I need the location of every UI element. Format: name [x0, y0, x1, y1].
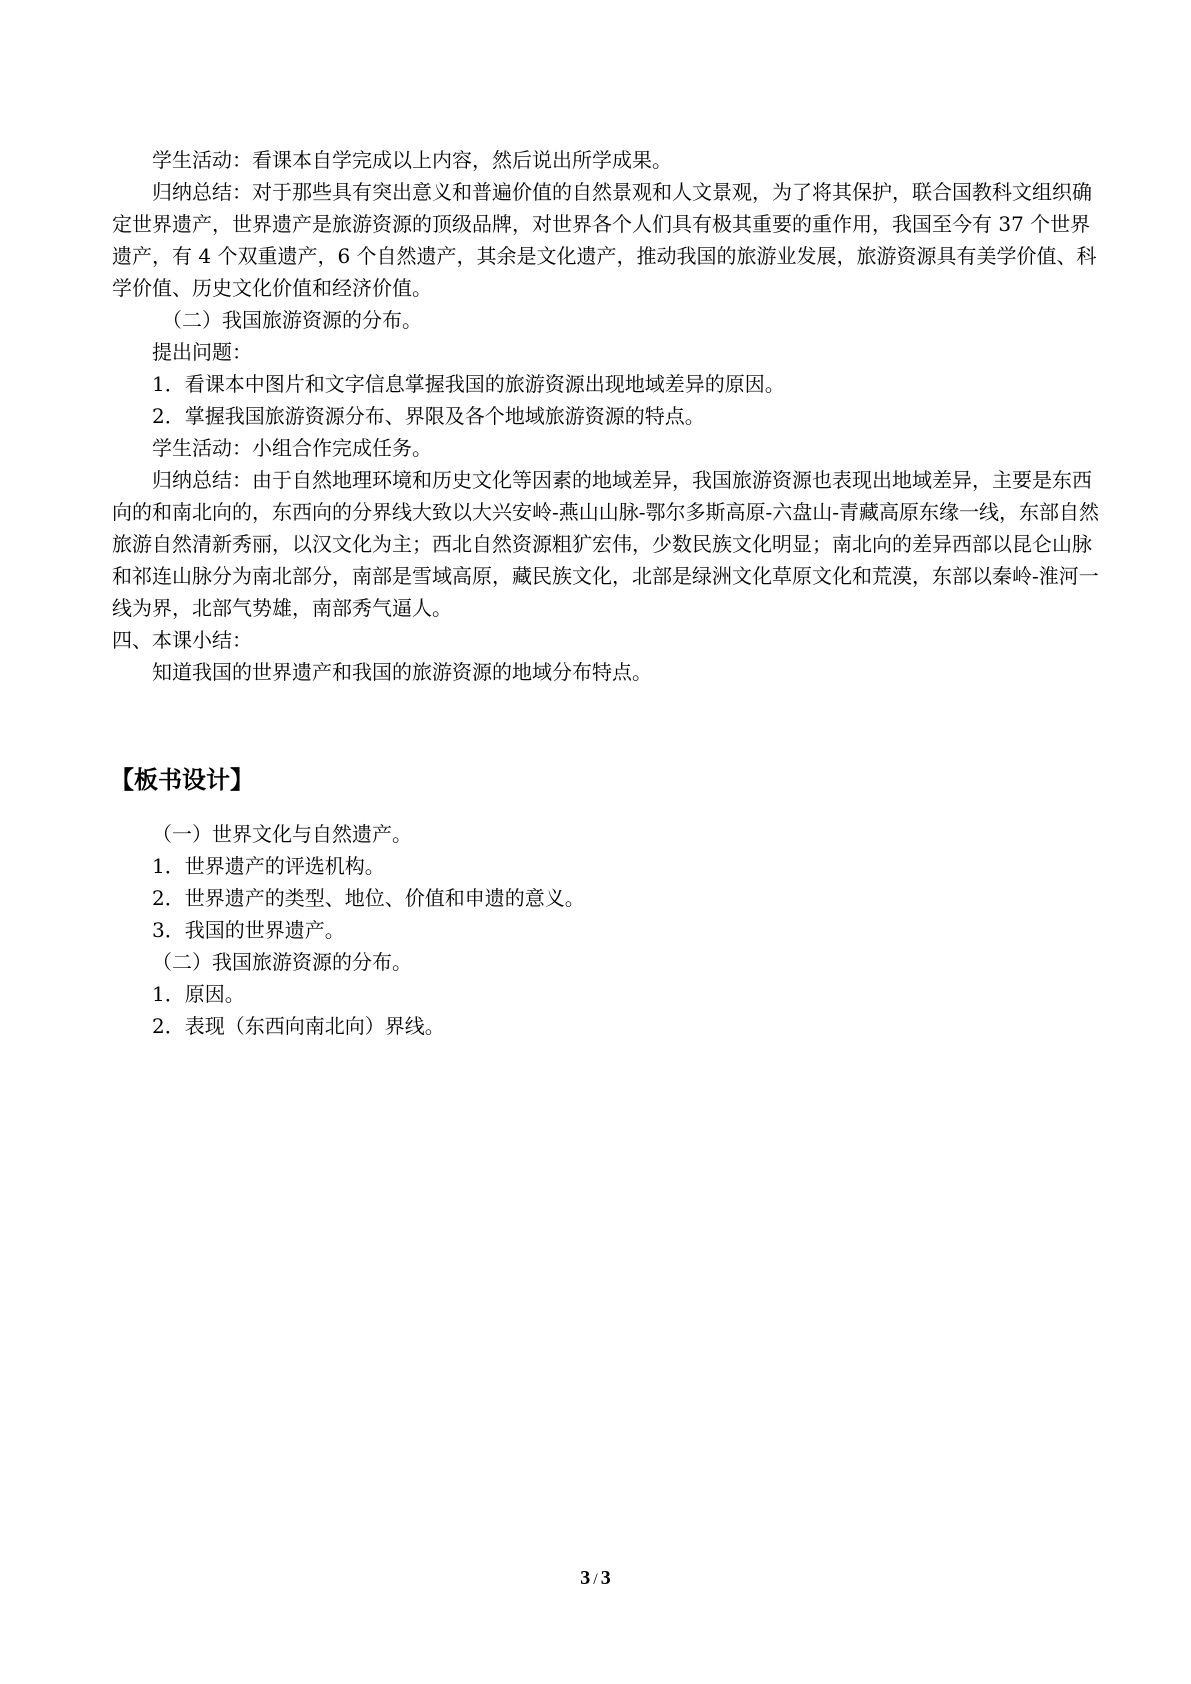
question-item: 1．看课本中图片和文字信息掌握我国的旅游资源出现地域差异的原因。: [152, 372, 785, 396]
student-activity-paragraph: 学生活动：看课本自学完成以上内容，然后说出所学成果。: [152, 148, 672, 172]
lesson-summary-text: 知道我国的世界遗产和我国的旅游资源的地域分布特点。: [152, 660, 652, 684]
board-item: 1．原因。: [152, 982, 245, 1006]
board-item: 1．世界遗产的评选机构。: [152, 854, 385, 878]
page-number: [0, 1566, 1191, 1592]
question-item: 2．掌握我国旅游资源分布、界限及各个地域旅游资源的特点。: [152, 404, 705, 428]
total-page-count: 3: [600, 1567, 611, 1589]
board-design-list: [112, 818, 1102, 1042]
board-item: 3．我国的世界遗产。: [152, 918, 345, 942]
lesson-summary-heading: 四、本课小结：: [112, 628, 252, 652]
student-activity-paragraph: 学生活动：小组合作完成任务。: [152, 436, 432, 460]
board-item: （二）我国旅游资源的分布。: [152, 950, 412, 974]
board-item: （一）世界文化与自然遗产。: [152, 822, 412, 846]
board-item: 2．表现（东西向南北向）界线。: [152, 1014, 445, 1038]
current-page-number: 3: [580, 1567, 591, 1589]
question-heading: 提出问题：: [152, 340, 252, 364]
summary-paragraph: 归纳总结：对于那些具有突出意义和普遍价值的自然景观和人文景观，为了将其保护，联合国教科文组织确定世界遗产，世界遗产是旅游资源的顶级品牌，对世界各个人们具有极其重要的重作用，我国至今有 37 个世界遗产，有 4 个双重遗产，6 个自然遗产，其余是文化遗产，推动我国的旅游业发展，旅游资源具有美学价值、科学价值、历史文化价值和经济价值。: [112, 180, 1097, 300]
lesson-body: [112, 144, 1102, 688]
board-design-heading: 【板书设计】: [110, 766, 254, 794]
section-heading: （二）我国旅游资源的分布。: [162, 308, 422, 332]
board-item: 2．世界遗产的类型、地位、价值和申遗的意义。: [152, 886, 585, 910]
page-separator: /: [593, 1571, 598, 1588]
summary-paragraph: 归纳总结：由于自然地理环境和历史文化等因素的地域差异，我国旅游资源也表现出地域差异，主要是东西向的和南北向的，东西向的分界线大致以大兴安岭-燕山山脉-鄂尔多斯高原-六盘山-青藏高原东缘一线，东部自然旅游自然清新秀丽，以汉文化为主；西北自然资源粗犷宏伟，少数民族文化明显；南北向的差异西部以昆仑山脉和祁连山脉分为南北部分，南部是雪域高原，藏民族文化，北部是绿洲文化草原文化和荒漠，东部以秦岭-淮河一线为界，北部气势雄，南部秀气逼人。: [112, 468, 1100, 620]
